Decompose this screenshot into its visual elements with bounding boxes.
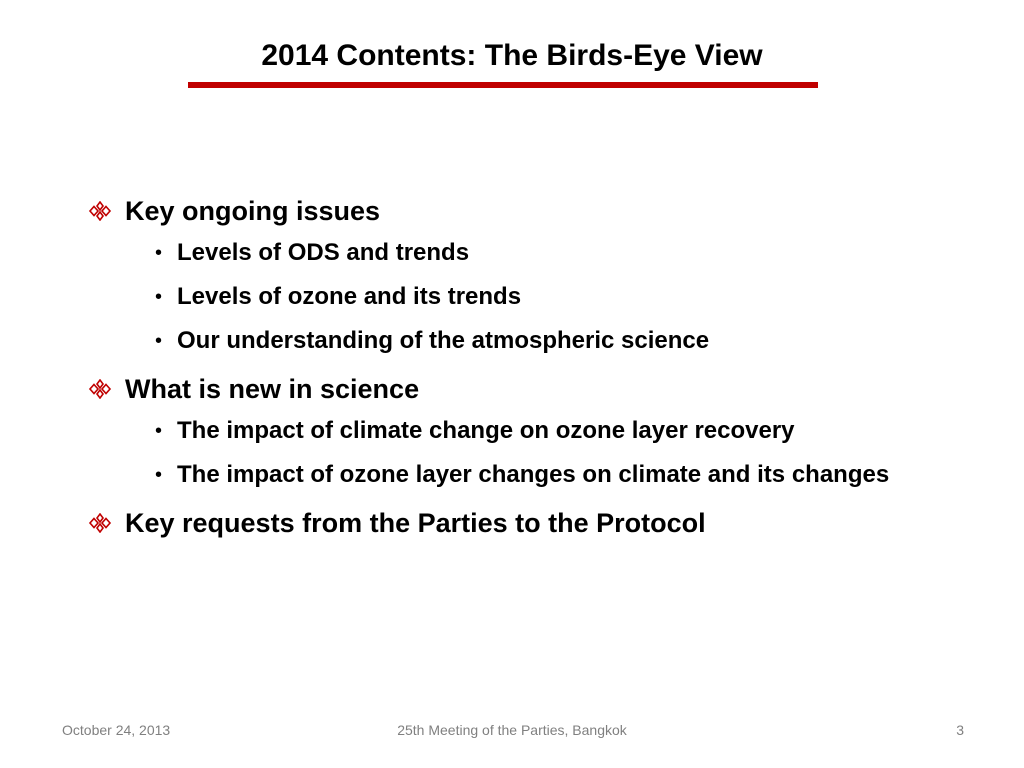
sub-bullet-list (88, 414, 968, 492)
title-underline (188, 82, 818, 88)
section-key-requests (88, 504, 968, 542)
list-item: • Levels of ozone and its trends (88, 280, 968, 314)
bullet-dot-icon: • (155, 464, 163, 486)
footer-date: October 24, 2013 (62, 722, 171, 738)
list-item: • Our understanding of the atmospheric science (88, 324, 968, 358)
list-item: • The impact of ozone layer changes on climate and its changes (88, 458, 968, 492)
section-heading (88, 504, 968, 542)
diamond-bullet-icon (88, 379, 112, 399)
bullet-dot-icon: • (155, 242, 163, 264)
section-heading (88, 192, 968, 230)
section-heading-text: What is new in science (125, 374, 420, 404)
footer-event: 25th Meeting of the Parties, Bangkok (397, 722, 627, 738)
diamond-bullet-icon (88, 513, 112, 533)
section-heading-text: Key ongoing issues (125, 196, 381, 226)
section-whats-new-in-science (88, 370, 968, 492)
section-heading-text: Key requests from the Parties to the Protocol (125, 508, 706, 538)
diamond-bullet-icon (88, 201, 112, 221)
slide-title: 2014 Contents: The Birds-Eye View (261, 39, 763, 72)
slide-content (88, 192, 968, 542)
bullet-dot-icon: • (155, 286, 163, 308)
sub-bullet-list (88, 236, 968, 358)
bullet-dot-icon: • (155, 420, 163, 442)
bullet-dot-icon: • (155, 330, 163, 352)
page-number: 3 (956, 722, 964, 738)
section-heading (88, 370, 968, 408)
list-item: • The impact of climate change on ozone layer recovery (88, 414, 968, 448)
list-item: • Levels of ODS and trends (88, 236, 968, 270)
section-key-ongoing-issues (88, 192, 968, 358)
